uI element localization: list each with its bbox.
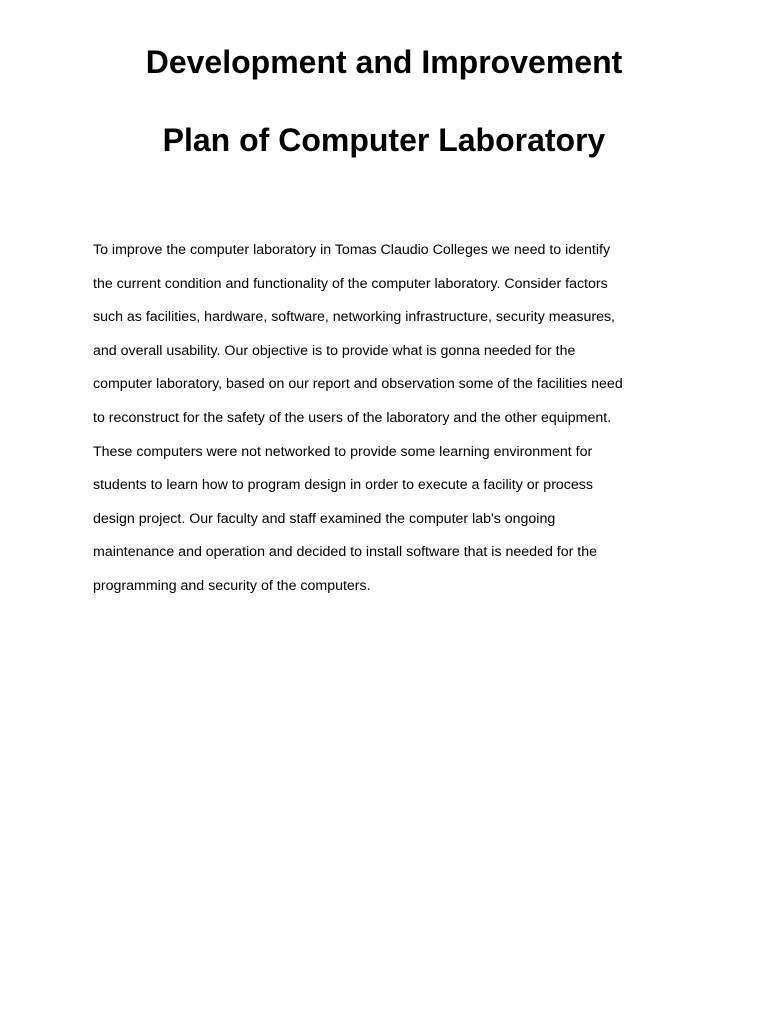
body-line: and overall usability. Our objective is to provide what is gonna needed for the [93,342,576,359]
body-line: computer laboratory, based on our report and observation some of the facilities need [93,376,623,393]
body-line: design project. Our faculty and staff examined the computer lab's ongoing [93,510,556,527]
document-title-line-1: Development and Improvement [145,44,623,80]
body-line: the current condition and functionality of the computer laboratory. Consider factors [93,275,608,292]
body-line: programming and security of the computers. [93,577,371,594]
body-line: maintenance and operation and decided to install software that is needed for the [93,544,597,561]
document-title-line-2: Plan of Computer Laboratory [162,122,606,158]
body-line: such as facilities, hardware, software, networking infrastructure, security measures, [93,309,615,326]
body-line: to reconstruct for the safety of the users of the laboratory and the other equipment. [93,409,612,426]
body-line: students to learn how to program design in order to execute a facility or process [93,477,593,494]
body-line: To improve the computer laboratory in Tomas Claudio Colleges we need to identify [93,242,611,258]
body-paragraph [93,234,693,604]
body-line: These computers were not networked to provide some learning environment for [93,443,593,460]
